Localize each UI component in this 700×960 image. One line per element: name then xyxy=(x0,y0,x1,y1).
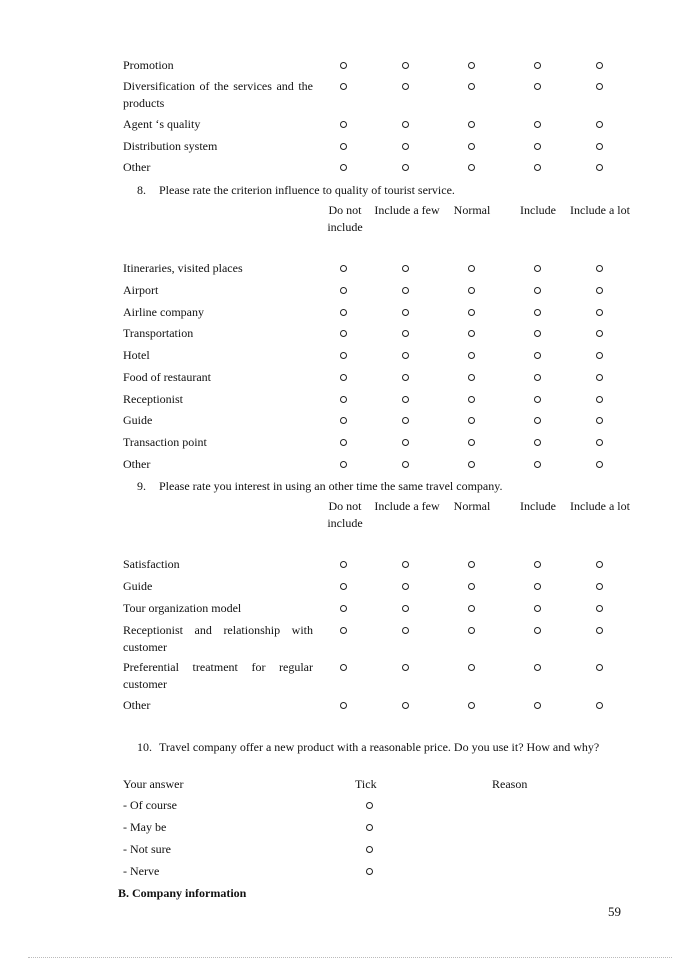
q9-scale-header: Normal xyxy=(453,499,491,513)
rating-radio[interactable] xyxy=(468,627,475,634)
q10-radio[interactable] xyxy=(366,846,373,853)
q10-col-reason: Reason xyxy=(492,777,528,791)
q9-row-label: Guide xyxy=(123,579,153,593)
rating-radio[interactable] xyxy=(596,664,603,671)
rating-radio[interactable] xyxy=(402,702,409,709)
q10-radio[interactable] xyxy=(366,868,373,875)
rating-radio[interactable] xyxy=(340,62,347,69)
rating-radio[interactable] xyxy=(468,143,475,150)
rating-radio[interactable] xyxy=(534,664,541,671)
rating-radio[interactable] xyxy=(534,121,541,128)
q9-row-label: Tour organization model xyxy=(123,601,242,615)
rating-radio[interactable] xyxy=(402,352,409,359)
q8-row-label: Airport xyxy=(123,283,159,297)
rating-radio[interactable] xyxy=(402,143,409,150)
rating-radio[interactable] xyxy=(402,265,409,272)
rating-radio[interactable] xyxy=(340,265,347,272)
rating-radio[interactable] xyxy=(596,83,603,90)
page-divider xyxy=(28,957,672,958)
rating-radio[interactable] xyxy=(402,605,409,612)
rating-radio[interactable] xyxy=(596,287,603,294)
rating-radio[interactable] xyxy=(596,265,603,272)
rating-radio[interactable] xyxy=(402,83,409,90)
q10-radio[interactable] xyxy=(366,802,373,809)
q9-scale-header: Include a lot xyxy=(570,499,630,513)
rating-radio[interactable] xyxy=(340,83,347,90)
rating-radio[interactable] xyxy=(468,164,475,171)
rating-radio[interactable] xyxy=(596,352,603,359)
q9-question: Please rate you interest in using an other time the same travel company. xyxy=(159,479,503,493)
rating-radio[interactable] xyxy=(468,330,475,337)
q9-scale-header: Include xyxy=(520,499,556,513)
rating-radio[interactable] xyxy=(534,396,541,403)
rating-radio[interactable] xyxy=(468,265,475,272)
rating-radio[interactable] xyxy=(402,439,409,446)
rating-radio[interactable] xyxy=(340,561,347,568)
rating-radio[interactable] xyxy=(340,287,347,294)
rating-radio[interactable] xyxy=(402,664,409,671)
rating-radio[interactable] xyxy=(468,561,475,568)
rating-radio[interactable] xyxy=(596,702,603,709)
q7-row-label: Distribution system xyxy=(123,139,218,153)
rating-radio[interactable] xyxy=(340,583,347,590)
q8-row-label: Transaction point xyxy=(123,435,207,449)
rating-radio[interactable] xyxy=(402,121,409,128)
rating-radio[interactable] xyxy=(534,83,541,90)
rating-radio[interactable] xyxy=(534,417,541,424)
rating-radio[interactable] xyxy=(534,265,541,272)
rating-radio[interactable] xyxy=(534,627,541,634)
rating-radio[interactable] xyxy=(534,287,541,294)
rating-radio[interactable] xyxy=(534,164,541,171)
rating-radio[interactable] xyxy=(340,309,347,316)
rating-radio[interactable] xyxy=(534,309,541,316)
rating-radio[interactable] xyxy=(468,83,475,90)
q7-row-label: Diversification of the services and the products xyxy=(123,79,313,110)
rating-radio[interactable] xyxy=(596,164,603,171)
rating-radio[interactable] xyxy=(468,417,475,424)
q8-question: Please rate the criterion influence to quality of tourist service. xyxy=(159,183,455,197)
rating-radio[interactable] xyxy=(402,561,409,568)
rating-radio[interactable] xyxy=(468,309,475,316)
q8-number: 8. xyxy=(137,183,146,197)
q10-option: - Not sure xyxy=(123,842,171,856)
rating-radio[interactable] xyxy=(340,627,347,634)
rating-radio[interactable] xyxy=(468,702,475,709)
rating-radio[interactable] xyxy=(340,461,347,468)
rating-radio[interactable] xyxy=(468,352,475,359)
rating-radio[interactable] xyxy=(596,439,603,446)
rating-radio[interactable] xyxy=(340,164,347,171)
q8-row-label: Hotel xyxy=(123,348,150,362)
q9-scale-header: Do not include xyxy=(327,499,363,530)
rating-radio[interactable] xyxy=(468,121,475,128)
rating-radio[interactable] xyxy=(468,664,475,671)
q8-scale-header: Normal xyxy=(453,203,491,217)
rating-radio[interactable] xyxy=(468,439,475,446)
q7-row-label: Agent ‘s quality xyxy=(123,117,201,131)
rating-radio[interactable] xyxy=(402,461,409,468)
q10-number: 10. xyxy=(137,740,152,754)
q10-question: Travel company offer a new product with a reasonable price. Do you use it? How and why? xyxy=(159,740,600,754)
rating-radio[interactable] xyxy=(596,605,603,612)
rating-radio[interactable] xyxy=(596,627,603,634)
rating-radio[interactable] xyxy=(534,143,541,150)
rating-radio[interactable] xyxy=(534,461,541,468)
rating-radio[interactable] xyxy=(468,62,475,69)
q10-option: - Nerve xyxy=(123,864,160,878)
q10-option: - Of course xyxy=(123,798,177,812)
q9-scale-header: Include a few xyxy=(374,499,440,513)
q8-scale-header: Do not include xyxy=(327,203,363,234)
rating-radio[interactable] xyxy=(534,605,541,612)
q8-scale-header: Include a few xyxy=(374,203,440,217)
rating-radio[interactable] xyxy=(596,583,603,590)
q8-row-label: Itineraries, visited places xyxy=(123,261,243,275)
section-heading: B. Company information xyxy=(118,886,247,900)
rating-radio[interactable] xyxy=(340,121,347,128)
rating-radio[interactable] xyxy=(534,352,541,359)
rating-radio[interactable] xyxy=(402,396,409,403)
q8-row-label: Transportation xyxy=(123,326,194,340)
rating-radio[interactable] xyxy=(402,374,409,381)
rating-radio[interactable] xyxy=(468,583,475,590)
rating-radio[interactable] xyxy=(596,396,603,403)
rating-radio[interactable] xyxy=(534,439,541,446)
q8-row-label: Food of restaurant xyxy=(123,370,211,384)
q9-row-label: Receptionist and relationship with customer xyxy=(123,623,313,654)
q8-row-label: Airline company xyxy=(123,305,204,319)
rating-radio[interactable] xyxy=(534,561,541,568)
rating-radio[interactable] xyxy=(534,702,541,709)
rating-radio[interactable] xyxy=(402,330,409,337)
q10-radio[interactable] xyxy=(366,824,373,831)
rating-radio[interactable] xyxy=(596,461,603,468)
rating-radio[interactable] xyxy=(596,330,603,337)
rating-radio[interactable] xyxy=(340,330,347,337)
rating-radio[interactable] xyxy=(534,330,541,337)
q8-row-label: Guide xyxy=(123,413,153,427)
rating-radio[interactable] xyxy=(340,702,347,709)
rating-radio[interactable] xyxy=(340,417,347,424)
rating-radio[interactable] xyxy=(596,309,603,316)
rating-radio[interactable] xyxy=(340,439,347,446)
rating-radio[interactable] xyxy=(340,143,347,150)
rating-radio[interactable] xyxy=(596,121,603,128)
rating-radio[interactable] xyxy=(468,374,475,381)
rating-radio[interactable] xyxy=(340,664,347,671)
rating-radio[interactable] xyxy=(340,374,347,381)
q10-col-tick: Tick xyxy=(355,777,377,791)
rating-radio[interactable] xyxy=(534,62,541,69)
q10-col-answer: Your answer xyxy=(123,777,184,791)
q8-scale-header: Include xyxy=(520,203,556,217)
rating-radio[interactable] xyxy=(468,605,475,612)
rating-radio[interactable] xyxy=(402,417,409,424)
q7-row-label: Promotion xyxy=(123,58,174,72)
q7-row-label: Other xyxy=(123,160,151,174)
rating-radio[interactable] xyxy=(402,583,409,590)
rating-radio[interactable] xyxy=(468,287,475,294)
rating-radio[interactable] xyxy=(402,627,409,634)
rating-radio[interactable] xyxy=(596,143,603,150)
q9-row-label: Other xyxy=(123,698,151,712)
q9-number: 9. xyxy=(137,479,146,493)
rating-radio[interactable] xyxy=(534,374,541,381)
rating-radio[interactable] xyxy=(534,583,541,590)
rating-radio[interactable] xyxy=(468,396,475,403)
q9-row-label: Preferential treatment for regular customer xyxy=(123,660,313,691)
rating-radio[interactable] xyxy=(596,417,603,424)
q8-scale-header: Include a lot xyxy=(570,203,630,217)
rating-radio[interactable] xyxy=(340,605,347,612)
rating-radio[interactable] xyxy=(402,164,409,171)
rating-radio[interactable] xyxy=(402,287,409,294)
rating-radio[interactable] xyxy=(340,396,347,403)
q9-row-label: Satisfaction xyxy=(123,557,180,571)
rating-radio[interactable] xyxy=(340,352,347,359)
q8-row-label: Other xyxy=(123,457,151,471)
rating-radio[interactable] xyxy=(596,561,603,568)
rating-radio[interactable] xyxy=(402,62,409,69)
rating-radio[interactable] xyxy=(402,309,409,316)
q10-option: - May be xyxy=(123,820,167,834)
rating-radio[interactable] xyxy=(596,374,603,381)
rating-radio[interactable] xyxy=(596,62,603,69)
page-number: 59 xyxy=(608,904,621,919)
rating-radio[interactable] xyxy=(468,461,475,468)
q8-row-label: Receptionist xyxy=(123,392,183,406)
